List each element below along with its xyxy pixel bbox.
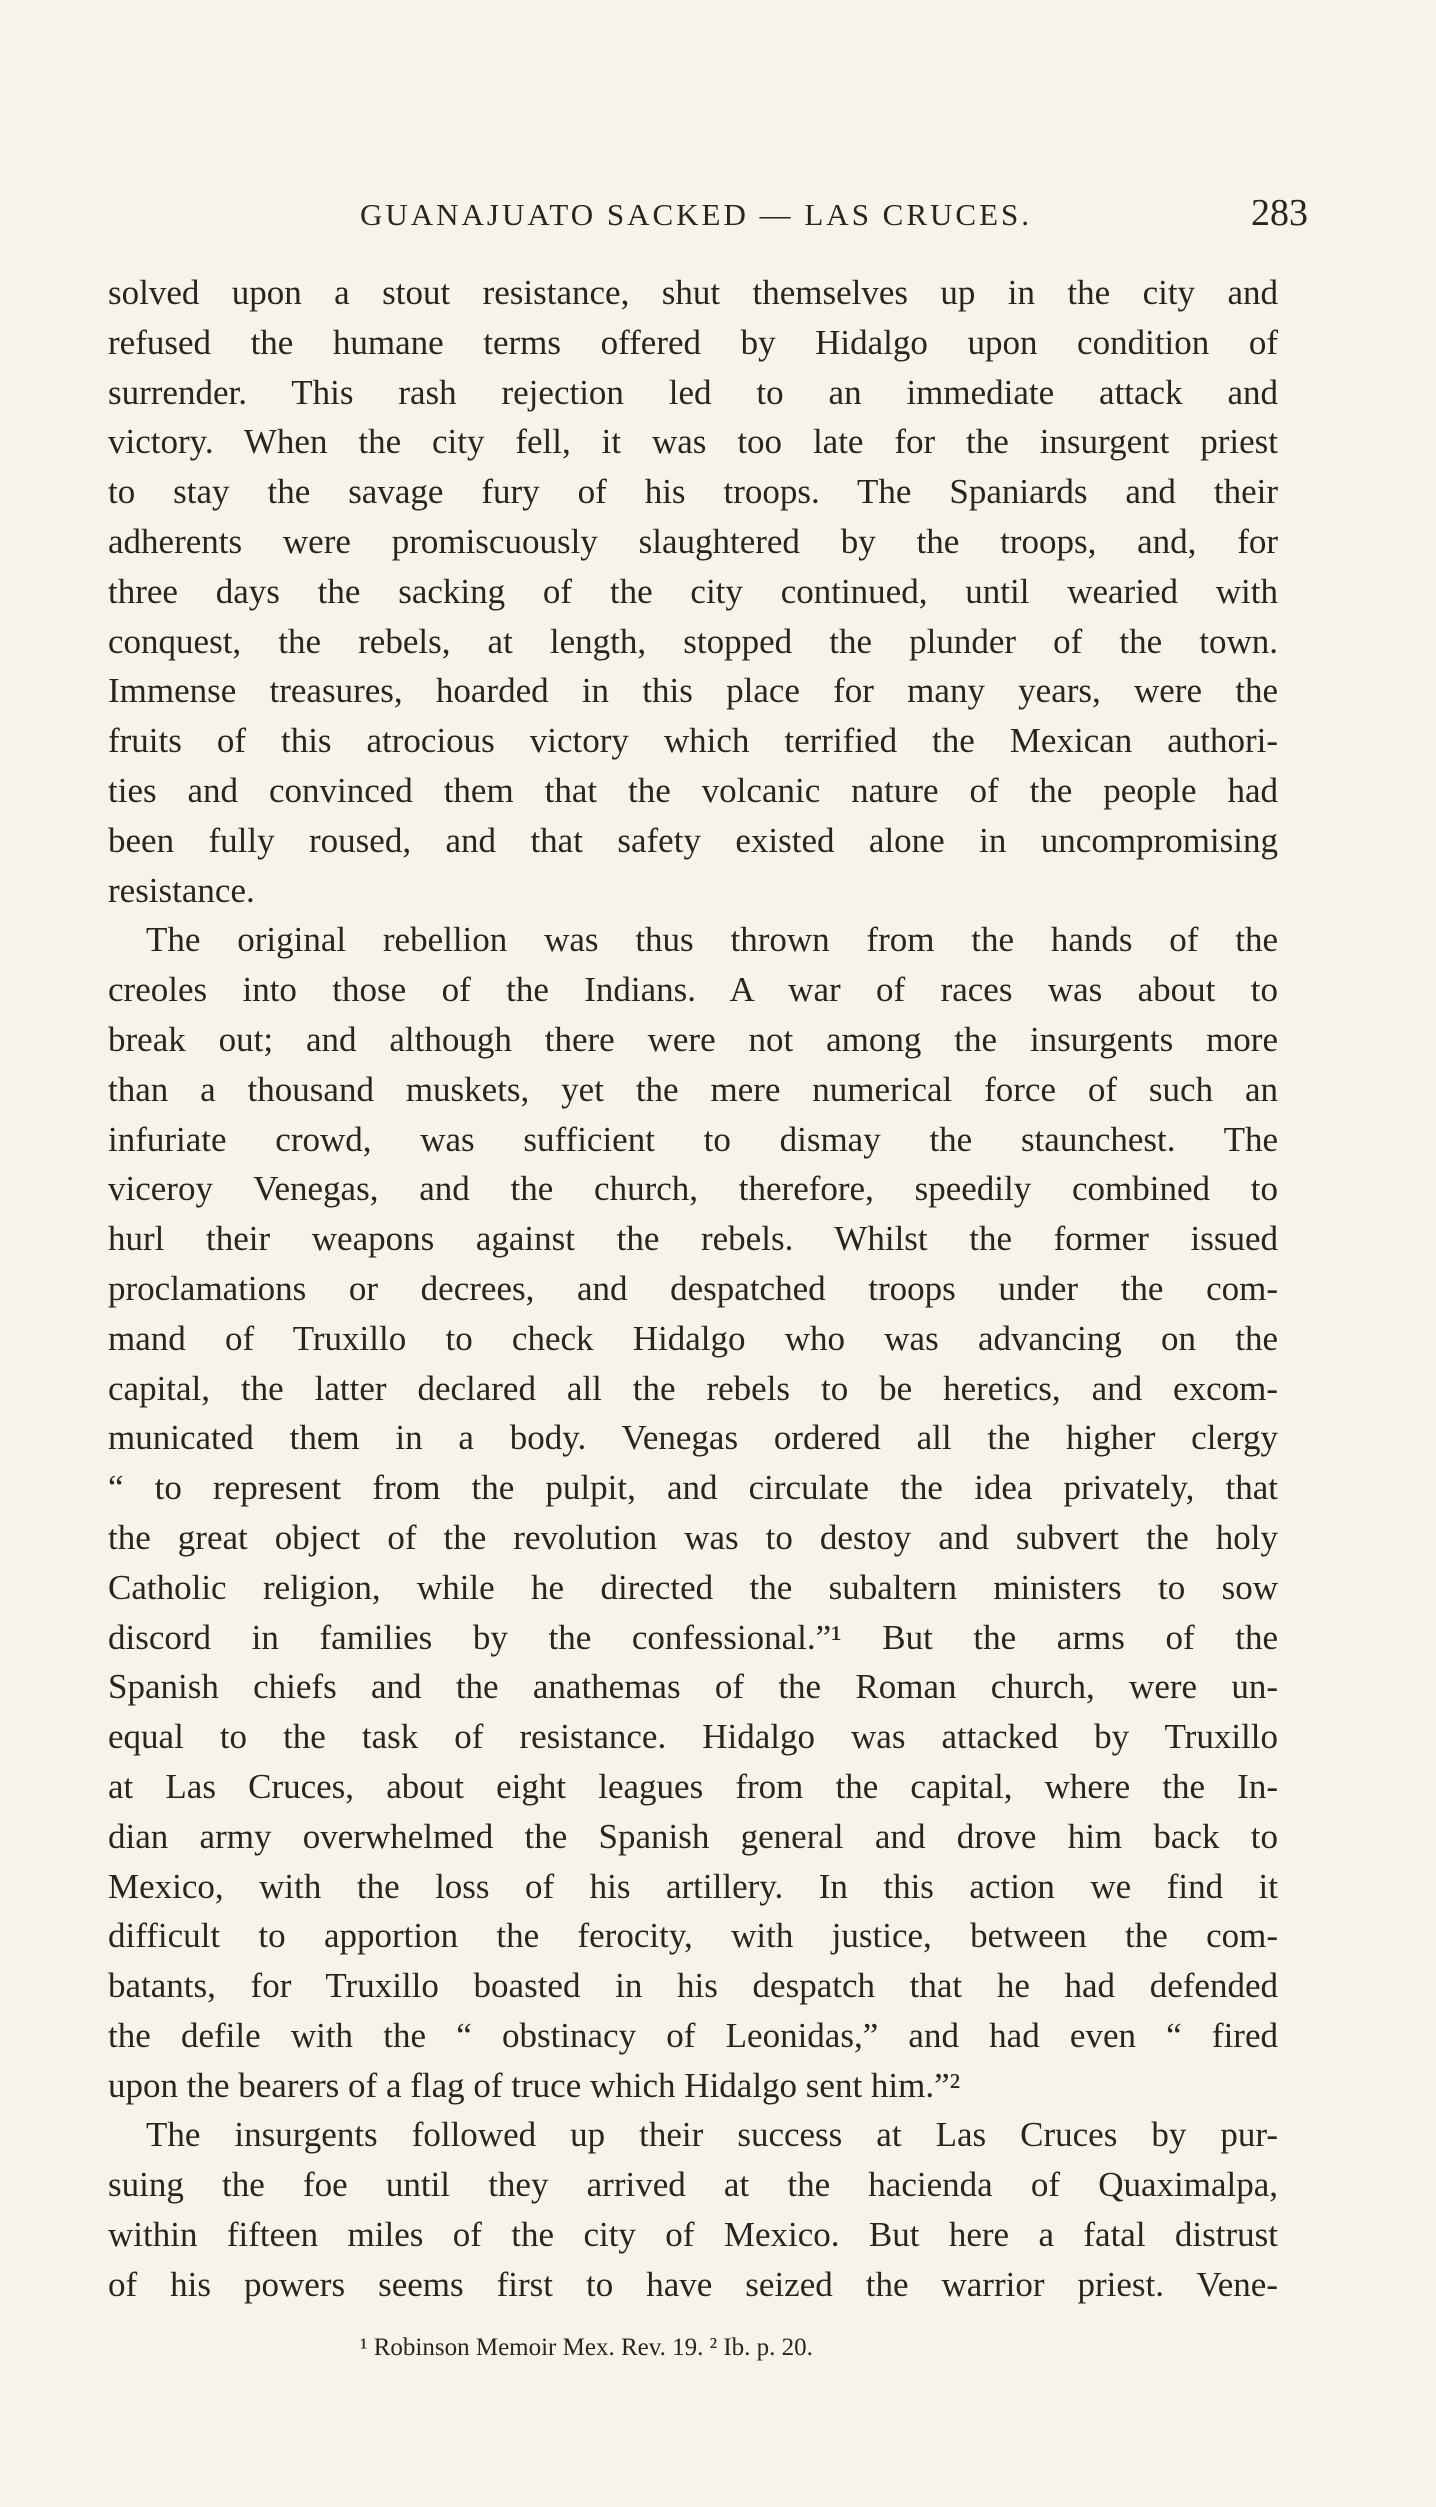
text-line: refused the humane terms offered by Hidalgo upon condition of	[108, 322, 1278, 362]
text-line: the defile with the “ obstinacy of Leonidas,” and had even “ fired	[108, 2015, 1278, 2055]
text-line: victory. When the city fell, it was too late for the insurgent priest	[108, 422, 1278, 462]
body-text	[108, 268, 1278, 2310]
paragraph-start-line: The original rebellion was thus thrown from the hands of the	[146, 920, 1278, 960]
text-line: discord in families by the confessional.”¹ But the arms of the	[108, 1617, 1278, 1657]
text-line: difficult to apportion the ferocity, with justice, between the com-	[108, 1916, 1278, 1956]
text-line: mand of Truxillo to check Hidalgo who was advancing on the	[108, 1318, 1278, 1358]
text-line: capital, the latter declared all the rebels to be heretics, and excom-	[108, 1368, 1278, 1408]
text-line: batants, for Truxillo boasted in his despatch that he had defended	[108, 1966, 1278, 2006]
text-line: than a thousand muskets, yet the mere numerical force of such an	[108, 1069, 1278, 1109]
text-line: dian army overwhelmed the Spanish general and drove him back to	[108, 1816, 1278, 1856]
text-line: within fifteen miles of the city of Mexico. But here a fatal distrust	[108, 2215, 1278, 2255]
text-line: break out; and although there were not among the insurgents more	[108, 1019, 1278, 1059]
text-line: the great object of the revolution was to destoy and subvert the holy	[108, 1517, 1278, 1557]
text-line: Mexico, with the loss of his artillery. In this action we find it	[108, 1866, 1278, 1906]
text-line: proclamations or decrees, and despatched troops under the com-	[108, 1268, 1278, 1308]
text-line: infuriate crowd, was sufficient to dismay the staunchest. The	[108, 1119, 1278, 1159]
text-line: adherents were promiscuously slaughtered by the troops, and, for	[108, 521, 1278, 561]
text-line: surrender. This rash rejection led to an immediate attack and	[108, 372, 1278, 412]
text-line: viceroy Venegas, and the church, therefore, speedily combined to	[108, 1169, 1278, 1209]
text-line: fruits of this atrocious victory which terrified the Mexican authori-	[108, 721, 1278, 761]
text-line: three days the sacking of the city continued, until wearied with	[108, 571, 1278, 611]
paragraph-end-line: resistance.	[108, 870, 255, 910]
text-line: suing the foe until they arrived at the hacienda of Quaximalpa,	[108, 2165, 1278, 2205]
text-line: solved upon a stout resistance, shut themselves up in the city and	[108, 273, 1278, 312]
page-number: 283	[1251, 192, 1308, 234]
text-line: Catholic religion, while he directed the subaltern ministers to sow	[108, 1567, 1278, 1607]
text-line: ties and convinced them that the volcanic nature of the people had	[108, 770, 1278, 810]
footnotes: ¹ Robinson Memoir Mex. Rev. 19. ² Ib. p. 20.	[360, 2334, 813, 2361]
paragraph-start-line: The insurgents followed up their success at Las Cruces by pur-	[146, 2115, 1278, 2155]
text-line: Immense treasures, hoarded in this place for many years, were the	[108, 671, 1278, 711]
running-title: GUANAJUATO SACKED — LAS CRUCES.	[360, 197, 1033, 232]
text-line: conquest, the rebels, at length, stopped the plunder of the town.	[108, 621, 1278, 661]
text-line: municated them in a body. Venegas ordered all the higher clergy	[108, 1418, 1278, 1458]
text-line: been fully roused, and that safety existed alone in uncompromising	[108, 820, 1278, 860]
text-line: at Las Cruces, about eight leagues from the capital, where the In-	[108, 1766, 1278, 1806]
text-line: “ to represent from the pulpit, and circulate the idea privately, that	[108, 1468, 1278, 1508]
text-line: hurl their weapons against the rebels. Whilst the former issued	[108, 1219, 1278, 1259]
paragraph-end-line: upon the bearers of a flag of truce which Hidalgo sent him.”²	[108, 2065, 961, 2105]
text-line: Spanish chiefs and the anathemas of the Roman church, were un-	[108, 1667, 1278, 1707]
text-line: to stay the savage fury of his troops. The Spaniards and their	[108, 472, 1278, 512]
text-line: equal to the task of resistance. Hidalgo was attacked by Truxillo	[108, 1717, 1278, 1757]
text-line: of his powers seems first to have seized the warrior priest. Vene-	[108, 2264, 1278, 2304]
text-line: creoles into those of the Indians. A war of races was about to	[108, 970, 1278, 1010]
